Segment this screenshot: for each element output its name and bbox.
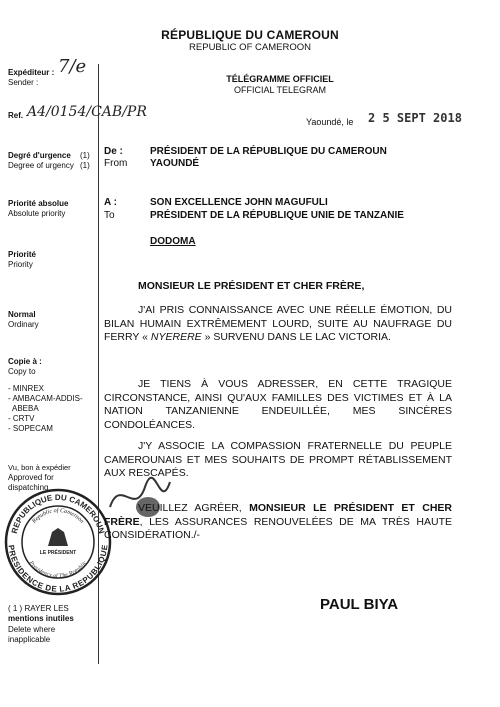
coat-of-arms-icon (48, 528, 68, 546)
absolute-priority-fr: Priorité absolue (8, 199, 69, 208)
date-stamp: 2 5 SEPT 2018 (368, 111, 462, 125)
seal-inner-bottom: Presidency of The Republic (27, 560, 89, 580)
to-label-en: To (104, 210, 115, 221)
signature-name: PAUL BIYA (320, 596, 399, 613)
urgency-mark-1: (1) (80, 151, 90, 160)
urgency-label-fr: Degré d'urgence (8, 151, 71, 160)
telegram-title-fr: TÉLÉGRAMME OFFICIEL (226, 74, 334, 84)
normal-en: Ordinary (8, 320, 39, 329)
ref-handwritten: A4/0154/CAB/PR (27, 104, 147, 120)
to-line1: SON EXCELLENCE JOHN MAGUFULI (150, 197, 328, 208)
seal-bottom-text: PRESIDENCE DE LA REPUBLIQUE (6, 544, 110, 594)
paragraph-3: J'Y ASSOCIE LA COMPASSION FRATERNELLE DU PEUPLE CAMEROUNAIS ET MES SOUHAITS DE PROMPT RÉTABLISSEMENT AUX RESCAPÉS. (104, 440, 452, 479)
seal-top-text: REPUBLIQUE DU CAMEROUN (9, 492, 107, 535)
footnote-2: mentions inutiles (8, 614, 74, 623)
place-date-label: Yaoundé, le (306, 117, 354, 127)
approved-fr: Vu, bon à expédier (8, 463, 71, 472)
salutation: MONSIEUR LE PRÉSIDENT ET CHER FRÈRE, (138, 280, 365, 292)
to-line2: PRÉSIDENT DE LA RÉPUBLIQUE UNIE DE TANZANIE (150, 210, 404, 221)
copy-item: ABEBA (8, 404, 39, 413)
copy-item: - SOPECAM (8, 424, 53, 433)
footnote-4: inapplicable (8, 635, 51, 644)
copy-item: - AMBACAM-ADDIS- (8, 394, 83, 403)
paragraph-2: JE TIENS À VOUS ADRESSER, EN CETTE TRAGIQUE CIRCONSTANCE, AINSI QU'AUX FAMILLES DES VICTIMES ET À LA NATION TANZANIENNE ENDEUILLÉE, MES SINCÈRES CONDOLÉANCES. (104, 378, 452, 431)
urgency-mark-2: (1) (80, 161, 90, 170)
country-title-fr: RÉPUBLIQUE DU CAMEROUN (161, 28, 339, 42)
copy-item: - MINREX (8, 384, 44, 393)
from-city: YAOUNDÉ (150, 158, 200, 169)
absolute-priority-en: Absolute priority (8, 209, 66, 218)
paragraph-1: J'AI PRIS CONNAISSANCE AVEC UNE RÉELLE ÉMOTION, DU BILAN HUMAIN EXTRÊMEMENT LOURD, SUITE AU NAUFRAGE DU FERRY « NYERERE » SURVENU DANS LE LAC VICTORIA. (104, 304, 452, 343)
telegram-title-en: OFFICIAL TELEGRAM (233, 85, 327, 95)
country-title-en: REPUBLIC OF CAMEROON (189, 42, 311, 53)
to-label-fr: A : (104, 197, 117, 208)
from-label-fr: De : (104, 146, 123, 157)
approved-en-1: Approved for (8, 473, 54, 482)
copy-to-en: Copy to (8, 367, 36, 376)
ref-label: Ref. (8, 111, 24, 120)
approved-en-2: dispatching (8, 483, 49, 492)
priority-fr: Priorité (8, 250, 37, 259)
from-label-en: From (104, 158, 128, 169)
sender-handwritten: 7/e (58, 56, 87, 77)
seal-center-text: LE PRÉSIDENT (39, 550, 77, 556)
normal-fr: Normal (8, 310, 36, 319)
urgency-label-en: Degree of urgency (8, 161, 74, 170)
svg-text:Presidency of The Republic (27, 559, 88, 579)
footnote-3: Delete where (8, 625, 56, 634)
to-city: DODOMA (150, 236, 196, 247)
copy-item: - CRTV (8, 414, 35, 423)
svg-text:Republic of Cameroon (31, 507, 85, 526)
paragraph-4: VEUILLEZ AGRÉER, MONSIEUR LE PRÉSIDENT ET CHER FRÈRE, LES ASSURANCES RENOUVELÉES DE MA TRÈS HAUTE CONSIDÉRATION./- (104, 502, 453, 541)
footnote-1: ( 1 ) RAYER LES (8, 604, 69, 613)
copy-to-fr: Copie à : (8, 357, 42, 366)
sender-label-en: Sender : (8, 78, 39, 87)
from-value: PRÉSIDENT DE LA RÉPUBLIQUE DU CAMEROUN (150, 146, 387, 157)
sender-label-fr: Expéditeur : (8, 68, 55, 77)
seal-inner-top: Republic of Cameroon (31, 507, 85, 525)
priority-en: Priority (8, 260, 33, 269)
presidential-seal-stamp (4, 488, 112, 596)
